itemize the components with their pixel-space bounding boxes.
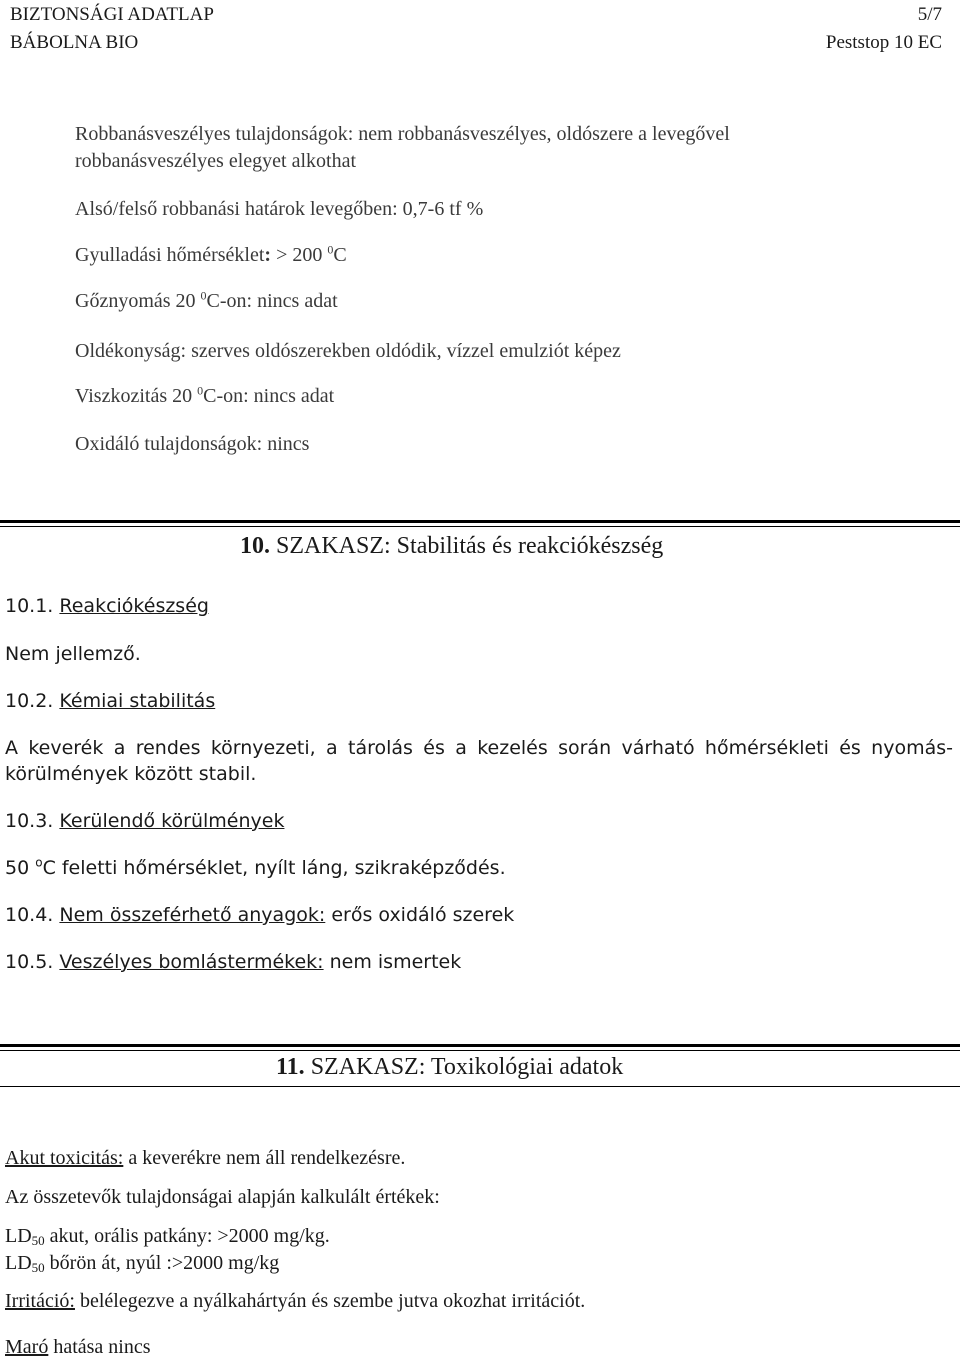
ld-dermal-prefix: LD	[5, 1252, 32, 1274]
ignition-unit: C	[333, 244, 347, 266]
page-number: 5/7	[917, 4, 942, 25]
avoid-conditions: C feletti hőmérséklet, nyílt láng, szikraképződés.	[42, 857, 506, 879]
components-note: Az összetevők tulajdonságai alapján kalkulált értékek:	[5, 1186, 440, 1208]
vapor-value: C-on: nincs adat	[206, 290, 338, 312]
avoid-heading	[5, 810, 284, 832]
ignition-value: > 200	[271, 244, 328, 266]
irritation	[5, 1290, 585, 1313]
vapor-label: Gőznyomás 20	[75, 290, 201, 312]
section-11-rule-top	[0, 1044, 960, 1047]
section-11-title	[276, 1054, 623, 1081]
acute-toxicity	[5, 1147, 405, 1170]
explosion-limits: Alsó/felső robbanási határok levegőben: 0,7-6 tf %	[75, 198, 484, 220]
reactivity-label: Reakciókészség	[59, 595, 209, 617]
irritation-text: belélegezve a nyálkahártyán és szembe jutva okozhat irritációt.	[74, 1290, 586, 1312]
section-10-title	[240, 533, 663, 560]
corrosive-label: Maró	[5, 1336, 49, 1358]
avoid-number: 10.3.	[5, 810, 60, 832]
ld50-oral	[5, 1225, 330, 1248]
avoid-label: Kerülendő körülmények	[59, 810, 285, 832]
viscosity-label: Viszkozitás 20	[75, 385, 198, 407]
avoid-text	[5, 857, 506, 879]
section-11-name: SZAKASZ: Toxikológiai adatok	[304, 1054, 624, 1080]
section-10-number: 10.	[240, 533, 270, 559]
incompatible-label: Nem összeférhető anyagok:	[59, 904, 326, 926]
company-name: BÁBOLNA BIO	[10, 32, 139, 53]
ignition-temperature	[75, 244, 347, 267]
decomposition-products	[5, 951, 461, 973]
ld-oral-prefix: LD	[5, 1225, 32, 1247]
section-10-name: SZAKASZ: Stabilitás és reakciókészség	[270, 533, 664, 559]
decomposition-number: 10.5.	[5, 951, 60, 973]
viscosity-degree: 0	[197, 383, 204, 398]
decomposition-label: Veszélyes bomlástermékek:	[59, 951, 324, 973]
doc-type: BIZTONSÁGI ADATLAP	[10, 4, 214, 25]
viscosity-value: C-on: nincs adat	[203, 385, 335, 407]
ld-oral-text: akut, orális patkány: >2000 mg/kg.	[44, 1225, 330, 1247]
stability-label: Kémiai stabilitás	[59, 690, 216, 712]
vapor-degree: 0	[200, 288, 207, 303]
oxidizing-properties: Oxidáló tulajdonságok: nincs	[75, 433, 310, 455]
incompatible-number: 10.4.	[5, 904, 60, 926]
reactivity-text: Nem jellemző.	[5, 643, 141, 665]
stability-heading	[5, 690, 215, 712]
corrosive	[5, 1336, 151, 1359]
corrosive-text: hatása nincs	[48, 1336, 151, 1358]
ignition-colon: :	[264, 244, 272, 266]
section-10-rule-bottom	[0, 526, 960, 527]
ignition-label: Gyulladási hőmérséklet	[75, 244, 265, 266]
reactivity-heading	[5, 595, 209, 617]
viscosity	[75, 385, 334, 408]
explosive-line-2: robbanásveszélyes elegyet alkothat	[75, 150, 356, 172]
acute-label: Akut toxicitás:	[5, 1147, 124, 1169]
decomposition-text: nem ismertek	[323, 951, 462, 973]
acute-text: a keverékre nem áll rendelkezésre.	[123, 1147, 406, 1169]
section-10-rule-top	[0, 520, 960, 523]
stability-text-line-2: körülmények között stabil.	[5, 763, 257, 785]
incompatible-text: erős oxidáló szerek	[325, 904, 515, 926]
stability-number: 10.2.	[5, 690, 60, 712]
explosive-line-1: Robbanásveszélyes tulajdonságok: nem robbanásveszélyes, oldószere a levegővel	[75, 123, 730, 145]
irritation-label: Irritáció:	[5, 1290, 75, 1312]
section-11-number: 11.	[276, 1054, 305, 1080]
reactivity-number: 10.1.	[5, 595, 60, 617]
section-11-rule-bottom	[0, 1086, 960, 1087]
product-name: Peststop 10 EC	[825, 32, 942, 53]
ignition-degree: 0	[327, 242, 334, 257]
solubility: Oldékonyság: szerves oldószerekben oldódik, vízzel emulziót képez	[75, 340, 621, 362]
stability-text-line-1: A keverék a rendes környezeti, a tárolás és a kezelés során várható hőmérsékleti és nyomás-	[5, 737, 953, 759]
incompatible-materials	[5, 904, 514, 926]
ld-dermal-sub: 50	[31, 1260, 45, 1275]
ld-oral-sub: 50	[31, 1233, 45, 1248]
vapor-pressure	[75, 290, 338, 313]
avoid-degree: o	[35, 855, 43, 870]
ld50-dermal	[5, 1252, 279, 1275]
section-11-rule-mid	[0, 1050, 960, 1051]
avoid-temp: 50	[5, 857, 36, 879]
ld-dermal-text: bőrön át, nyúl :>2000 mg/kg	[44, 1252, 280, 1274]
